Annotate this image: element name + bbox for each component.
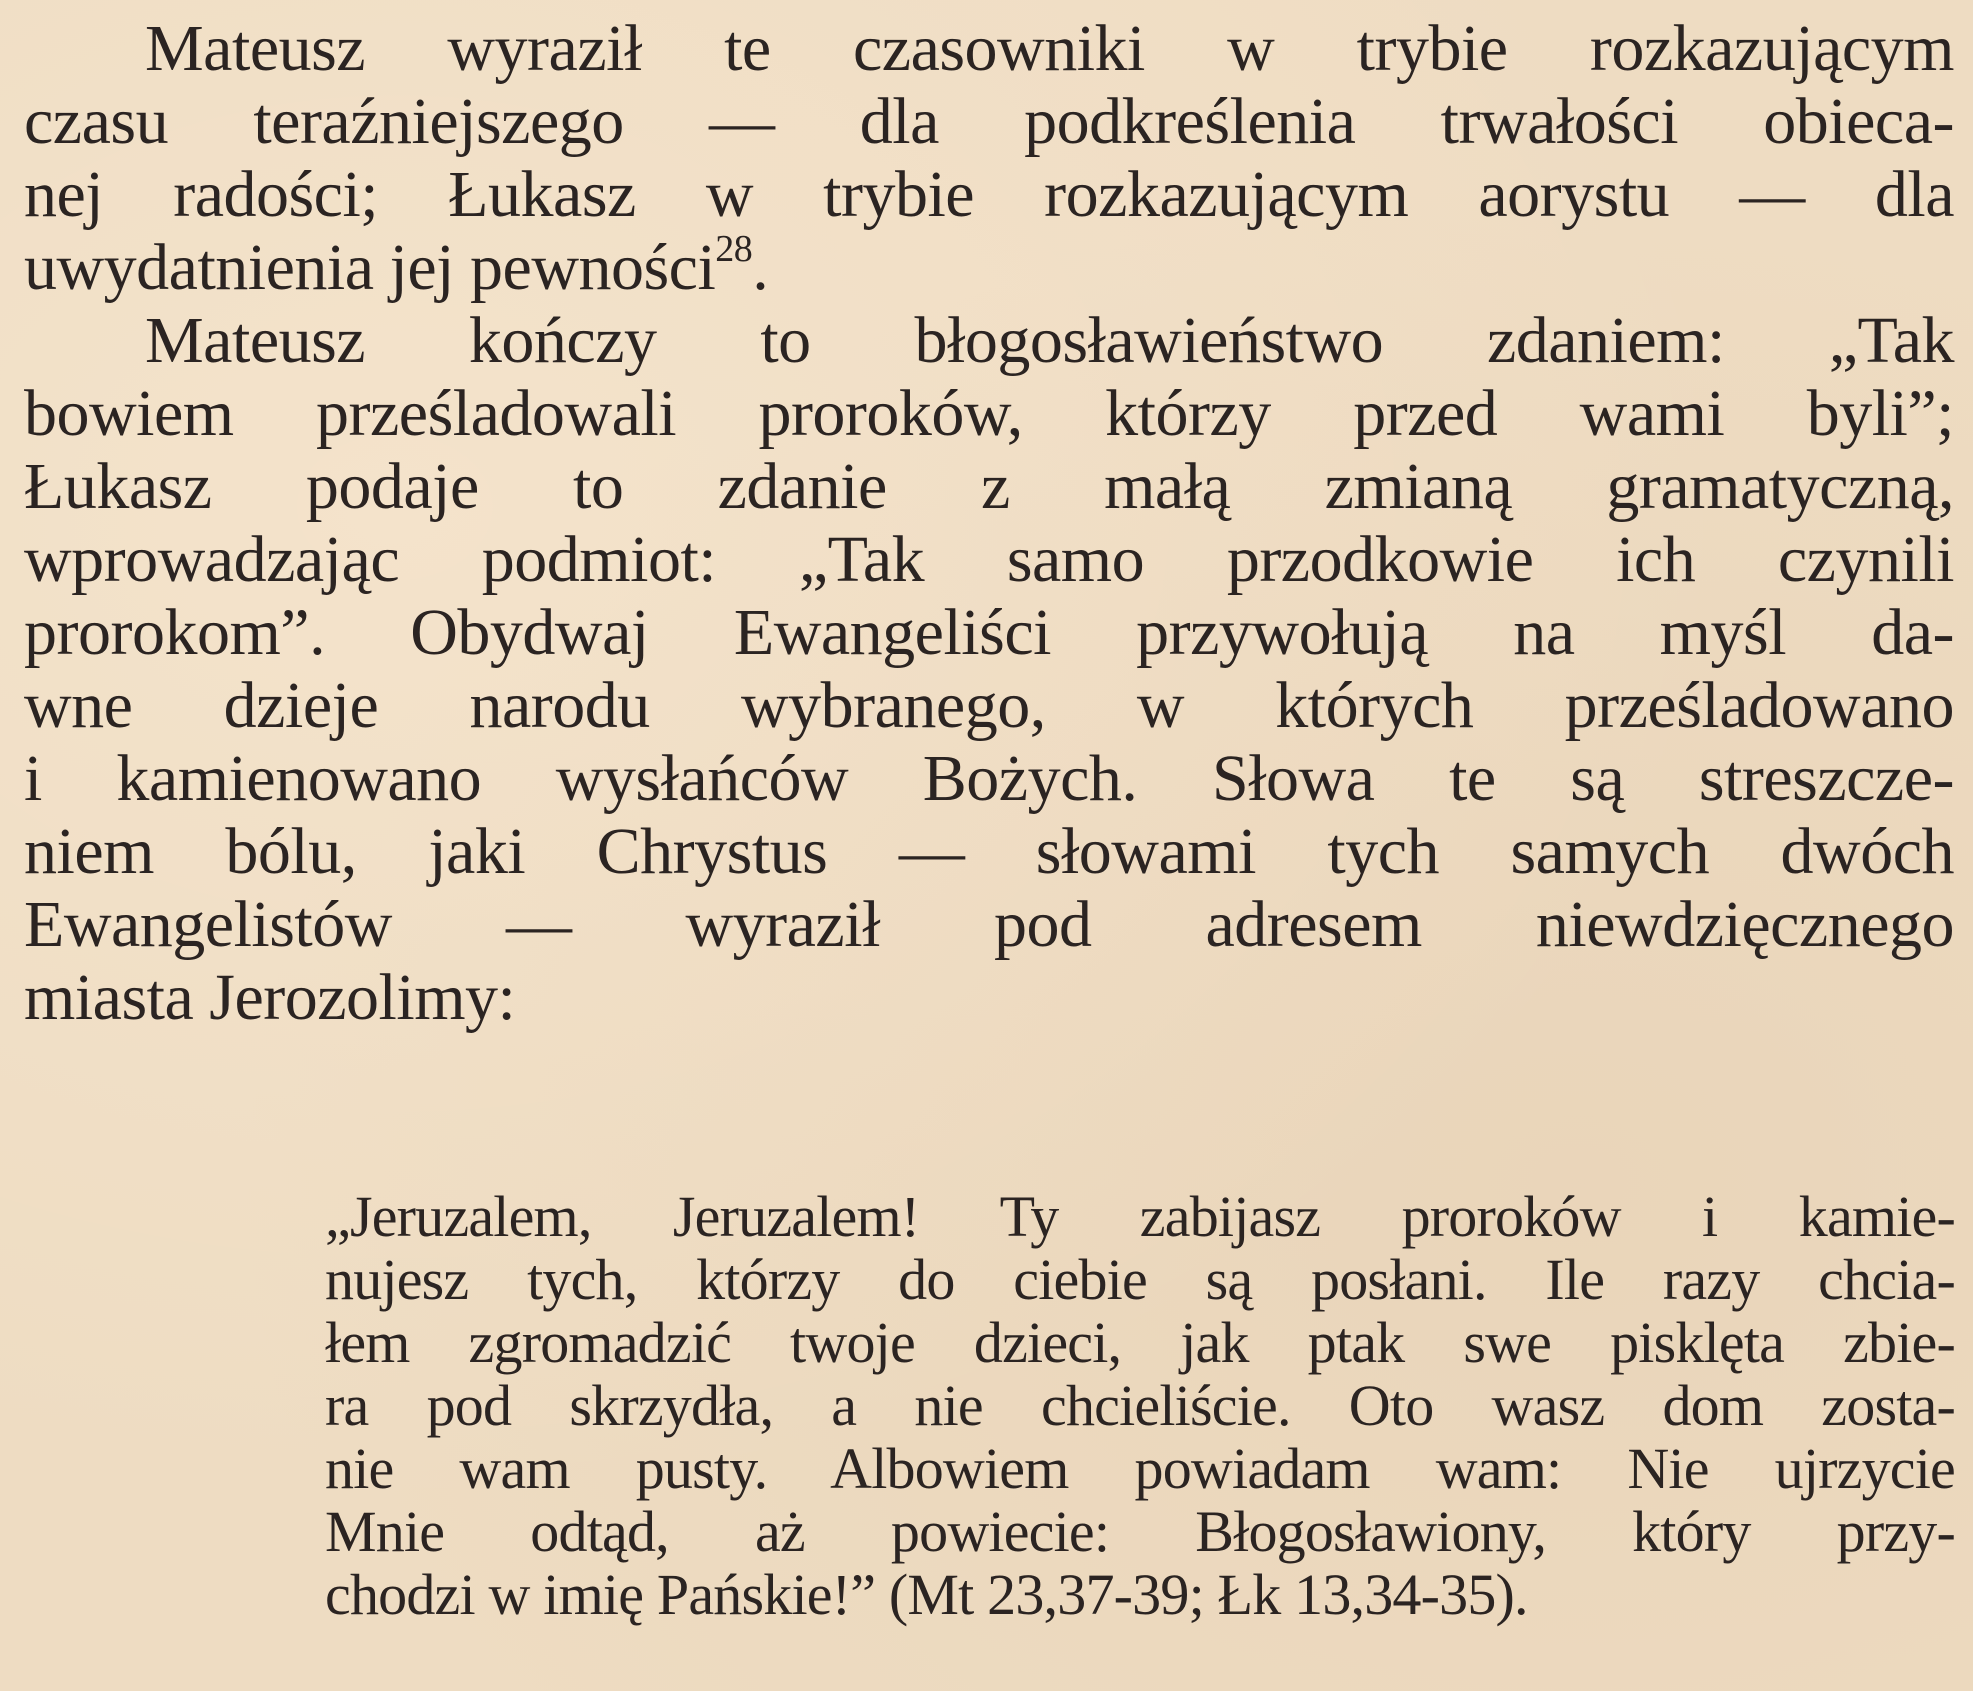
paragraph-2-line-6: wne dzieje narodu wybranego, w których prześladowano: [24, 669, 1954, 742]
paragraph-2-line-9: Ewangelistów — wyraził pod adresem niewdzięcznego: [24, 888, 1954, 961]
paragraph-1-line-1: Mateusz wyraził te czasowniki w trybie rozkazującym: [145, 12, 1954, 85]
quote-line-7: chodzi w imię Pańskie!” (Mt 23,37-39; Łk 13,34-35).: [325, 1562, 1528, 1627]
paragraph-2-line-10: miasta Jerozolimy:: [24, 961, 516, 1034]
quote-line-6: Mnie odtąd, aż powiecie: Błogosławiony, który przy-: [325, 1499, 1955, 1564]
paragraph-2-line-5: prorokom”. Obydwaj Ewangeliści przywołują na myśl da-: [24, 596, 1954, 669]
paragraph-2-line-8: niem bólu, jaki Chrystus — słowami tych samych dwóch: [24, 815, 1954, 888]
quote-line-3: łem zgromadzić twoje dzieci, jak ptak swe pisklęta zbie-: [325, 1310, 1955, 1375]
footnote-reference[interactable]: 28: [715, 228, 753, 270]
quote-line-5: nie wam pusty. Albowiem powiadam wam: Nie ujrzycie: [325, 1436, 1955, 1501]
paragraph-2-line-7: i kamienowano wysłańców Bożych. Słowa te są streszcze-: [24, 742, 1954, 815]
paragraph-1-line-3: nej radości; Łukasz w trybie rozkazującym aorystu — dla: [24, 158, 1954, 231]
paragraph-2-line-3: Łukasz podaje to zdanie z małą zmianą gramatyczną,: [24, 450, 1954, 523]
quote-line-4: ra pod skrzydła, a nie chcieliście. Oto wasz dom zosta-: [325, 1373, 1955, 1438]
paragraph-2-line-2: bowiem prześladowali proroków, którzy przed wami byli”;: [24, 377, 1954, 450]
quote-line-1: „Jeruzalem, Jeruzalem! Ty zabijasz proroków i kamie-: [325, 1184, 1955, 1249]
quote-line-2: nujesz tych, którzy do ciebie są posłani. Ile razy chcia-: [325, 1247, 1955, 1312]
paragraph-2-line-4: wprowadzając podmiot: „Tak samo przodkowie ich czynili: [24, 523, 1954, 596]
paragraph-1-line-4: [24, 228, 1954, 304]
paragraph-1-line-2: czasu teraźniejszego — dla podkreślenia trwałości obieca-: [24, 85, 1954, 158]
sentence-end: .: [752, 231, 769, 304]
paragraph-1-line-4-text: uwydatnienia jej pewności: [24, 231, 716, 304]
paragraph-2-line-1: Mateusz kończy to błogosławieństwo zdaniem: „Tak: [145, 304, 1954, 377]
